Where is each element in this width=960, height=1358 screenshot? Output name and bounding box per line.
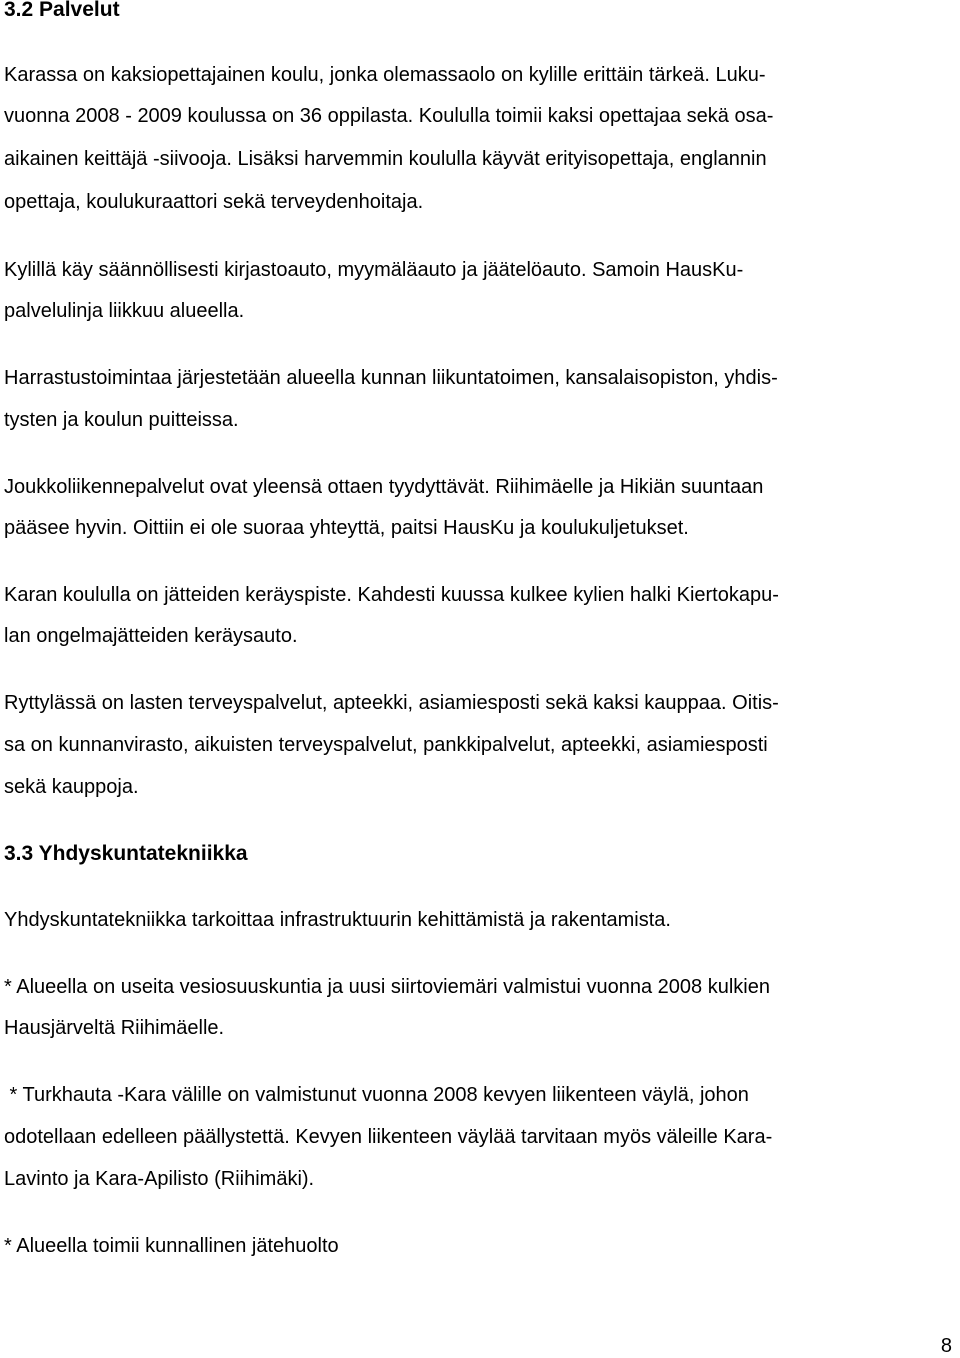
paragraph-line: palvelulinja liikkuu alueella. <box>4 300 245 322</box>
paragraph-line: pääsee hyvin. Oittiin ei ole suoraa yhteyttä, paitsi HausKu ja koulukuljetukset. <box>4 517 689 539</box>
paragraph-line: Joukkoliikennepalvelut ovat yleensä ottaen tyydyttävät. Riihimäelle ja Hikiän suuntaan <box>4 476 764 498</box>
paragraph-line: * Turkhauta -Kara välille on valmistunut vuonna 2008 kevyen liikenteen väylä, johon <box>4 1084 749 1106</box>
paragraph-line: * Alueella toimii kunnallinen jätehuolto <box>4 1235 339 1257</box>
paragraph-line: aikainen keittäjä -siivooja. Lisäksi harvemmin koululla käyvät erityisopettaja, englannin <box>4 148 767 170</box>
paragraph-line: opettaja, koulukuraattori sekä terveydenhoitaja. <box>4 191 424 213</box>
paragraph-line: Yhdyskuntatekniikka tarkoittaa infrastruktuurin kehittämistä ja rakentamista. <box>4 909 671 931</box>
paragraph-line: Ryttylässä on lasten terveyspalvelut, apteekki, asiamiesposti sekä kaksi kauppaa. Oitis- <box>4 692 779 714</box>
paragraph-line: Harrastustoimintaa järjestetään alueella kunnan liikuntatoimen, kansalaisopiston, yhdis- <box>4 367 778 389</box>
paragraph-line: tysten ja koulun puitteissa. <box>4 409 239 431</box>
paragraph-line: sekä kauppoja. <box>4 776 139 798</box>
paragraph-line: Hausjärveltä Riihimäelle. <box>4 1017 225 1039</box>
paragraph-line: lan ongelmajätteiden keräysauto. <box>4 625 298 647</box>
paragraph-line: Kylillä käy säännöllisesti kirjastoauto, myymäläauto ja jäätelöauto. Samoin HausKu- <box>4 259 744 281</box>
section-heading-palvelut: 3.2 Palvelut <box>4 0 120 21</box>
page-number: 8 <box>940 1335 952 1357</box>
section-heading-yhdyskuntatekniikka: 3.3 Yhdyskuntatekniikka <box>4 842 248 865</box>
paragraph-line: vuonna 2008 - 2009 koulussa on 36 oppilasta. Koululla toimii kaksi opettajaa sekä osa- <box>4 105 774 127</box>
paragraph-line: sa on kunnanvirasto, aikuisten terveyspalvelut, pankkipalvelut, apteekki, asiamiesposti <box>4 734 768 756</box>
paragraph-line: * Alueella on useita vesiosuuskuntia ja uusi siirtoviemäri valmistui vuonna 2008 kulkien <box>4 976 770 998</box>
paragraph-line: Karan koululla on jätteiden keräyspiste. Kahdesti kuussa kulkee kylien halki Kiertokapu- <box>4 584 779 606</box>
paragraph-line: Lavinto ja Kara-Apilisto (Riihimäki). <box>4 1168 315 1190</box>
paragraph-line: odotellaan edelleen päällystettä. Kevyen liikenteen väylää tarvitaan myös väleille Kara- <box>4 1126 773 1148</box>
paragraph-line: Karassa on kaksiopettajainen koulu, jonka olemassaolo on kylille erittäin tärkeä. Luku- <box>4 64 766 86</box>
